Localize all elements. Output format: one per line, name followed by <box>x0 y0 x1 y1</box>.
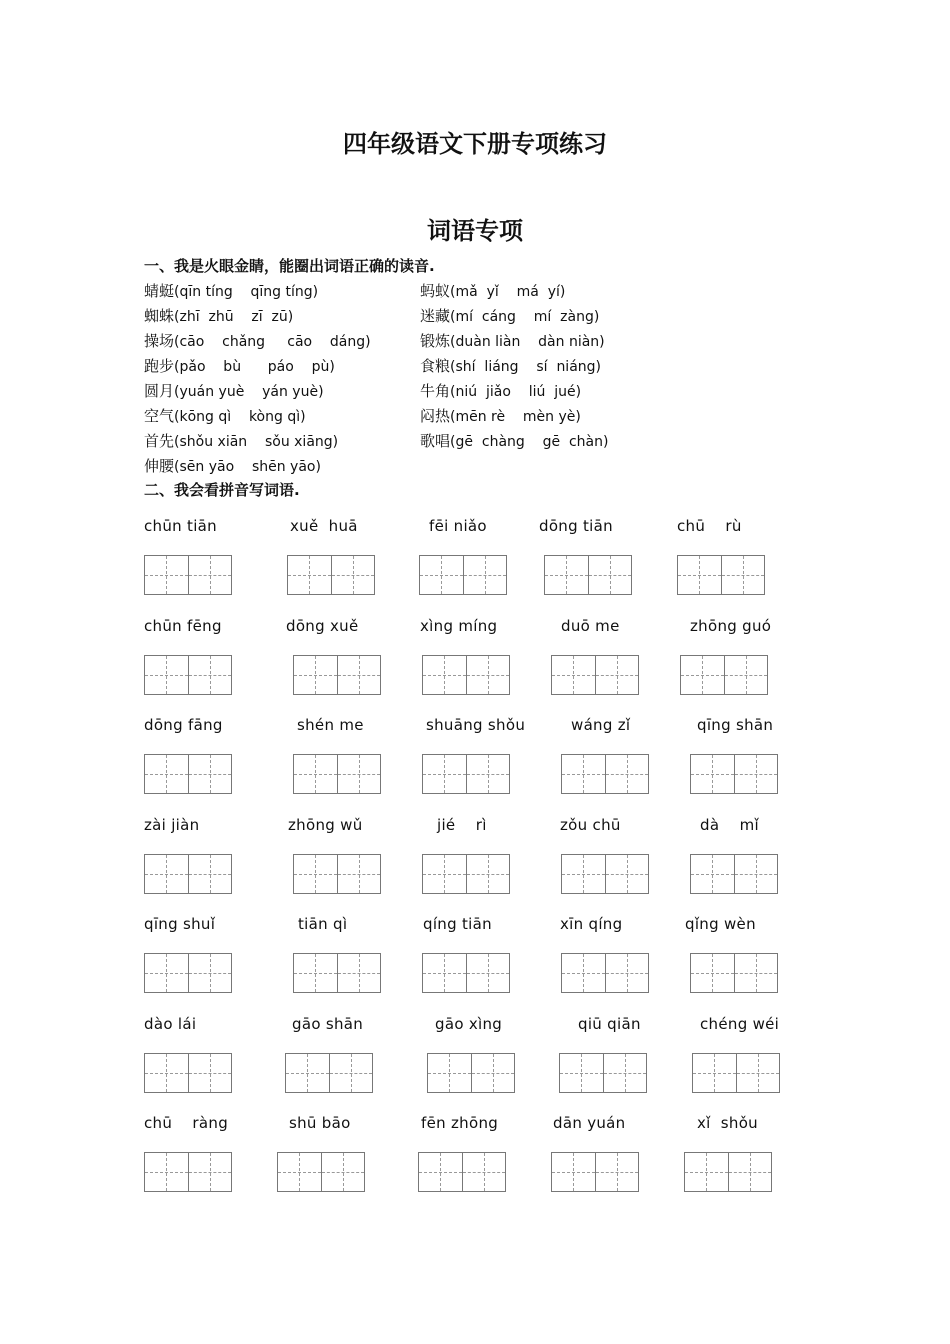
tianzige-box[interactable] <box>337 656 380 694</box>
tianzige-box[interactable] <box>329 1054 372 1092</box>
tianzige-box[interactable] <box>419 1153 462 1191</box>
word: 迷藏 <box>420 307 451 325</box>
pinyin-prompt: gāo shān <box>292 1014 364 1033</box>
word-writing-cell <box>697 714 837 736</box>
tianzige-box[interactable] <box>691 755 734 793</box>
reading-choice-item[interactable] <box>420 330 605 351</box>
tianzige-box[interactable] <box>681 656 724 694</box>
tianzige-box[interactable] <box>734 855 777 893</box>
word-writing-cell <box>423 913 563 935</box>
word-writing-cell <box>144 515 284 537</box>
pinyin-prompt: zhōng guó <box>690 616 772 635</box>
word-writing-cell <box>286 615 426 637</box>
tianzige-box[interactable] <box>145 1054 188 1092</box>
tianzige-box[interactable] <box>423 855 466 893</box>
pinyin-prompt: dà mǐ <box>700 815 759 834</box>
word: 跑步 <box>144 357 175 375</box>
reading-choice-row <box>144 453 664 478</box>
tianzige-boxes[interactable] <box>418 1152 506 1192</box>
word-writing-cell <box>420 615 560 637</box>
reading-choice-item[interactable] <box>144 355 420 376</box>
tianzige-boxes[interactable] <box>293 655 381 695</box>
reading-choice-row <box>144 328 664 353</box>
tianzige-box[interactable] <box>278 1153 321 1191</box>
tianzige-box[interactable] <box>463 556 506 594</box>
tianzige-box[interactable] <box>552 656 595 694</box>
pinyin-prompt: chū ràng <box>144 1114 229 1132</box>
reading-choice-item[interactable] <box>420 380 581 401</box>
tianzige-box[interactable] <box>728 1153 771 1191</box>
tianzige-box[interactable] <box>466 755 509 793</box>
question-1-list <box>144 278 664 478</box>
tianzige-box[interactable] <box>423 755 466 793</box>
reading-choice-row <box>144 403 664 428</box>
pinyin-prompt: xīn qíng <box>560 915 623 933</box>
question-1-heading: 一、我是火眼金睛，能圈出词语正确的读音. <box>144 257 435 275</box>
reading-choice-item[interactable] <box>420 430 608 451</box>
pinyin-prompt: fēi niǎo <box>429 517 487 535</box>
reading-choice-item[interactable] <box>144 330 420 351</box>
tianzige-boxes[interactable] <box>422 655 510 695</box>
tianzige-box[interactable] <box>145 1153 188 1191</box>
tianzige-boxes[interactable] <box>285 1053 373 1093</box>
tianzige-box[interactable] <box>188 556 231 594</box>
tianzige-boxes[interactable] <box>561 854 649 894</box>
tianzige-boxes[interactable] <box>287 555 375 595</box>
word-writing-cell <box>700 814 840 836</box>
tianzige-boxes[interactable] <box>690 854 778 894</box>
pinyin-prompt: duō me <box>561 616 620 635</box>
tianzige-boxes[interactable] <box>144 555 232 595</box>
tianzige-box[interactable] <box>420 556 463 594</box>
pinyin-options[interactable]: (mǎ yǐ má yí) <box>450 284 566 300</box>
word-writing-cell <box>561 615 701 637</box>
tianzige-box[interactable] <box>734 954 777 992</box>
word-writing-cell <box>288 814 428 836</box>
tianzige-box[interactable] <box>471 1054 514 1092</box>
reading-choice-item[interactable] <box>420 355 601 376</box>
word-writing-cell <box>690 615 830 637</box>
pinyin-prompt: qiū qiān <box>578 1014 641 1033</box>
reading-choice-item[interactable] <box>144 455 420 476</box>
tianzige-box[interactable] <box>188 1153 231 1191</box>
pinyin-prompt: dōng tiān <box>539 517 613 535</box>
word-writing-cell <box>697 1112 837 1134</box>
tianzige-box[interactable] <box>605 954 648 992</box>
word: 闷热 <box>420 407 451 425</box>
tianzige-box[interactable] <box>294 656 337 694</box>
pinyin-prompt: dào lái <box>144 1014 197 1033</box>
pinyin-prompt: zǒu chū <box>560 815 621 834</box>
tianzige-box[interactable] <box>337 855 380 893</box>
word-writing-cell <box>685 913 825 935</box>
tianzige-box[interactable] <box>145 656 188 694</box>
tianzige-box[interactable] <box>562 954 605 992</box>
tianzige-boxes[interactable] <box>551 1152 639 1192</box>
word-writing-cell <box>553 1112 693 1134</box>
tianzige-box[interactable] <box>423 656 466 694</box>
tianzige-box[interactable] <box>466 855 509 893</box>
tianzige-box[interactable] <box>595 656 638 694</box>
pinyin-options[interactable]: (niú jiǎo liú jué) <box>450 384 582 400</box>
tianzige-box[interactable] <box>605 855 648 893</box>
word-writing-cell <box>144 1013 284 1035</box>
tianzige-box[interactable] <box>337 954 380 992</box>
pinyin-options[interactable]: (sēn yāo shēn yāo) <box>174 459 321 475</box>
tianzige-boxes[interactable] <box>144 1053 232 1093</box>
reading-choice-row <box>144 278 664 303</box>
pinyin-prompt: qīng shān <box>697 716 774 734</box>
pinyin-prompt: wáng zǐ <box>571 716 631 734</box>
pinyin-options[interactable]: (shǒu xiān sǒu xiāng) <box>174 434 339 450</box>
word-writing-cell <box>426 714 566 736</box>
word: 空气 <box>144 407 175 425</box>
tianzige-box[interactable] <box>145 954 188 992</box>
reading-choice-item[interactable] <box>420 305 599 326</box>
tianzige-boxes[interactable] <box>692 1053 780 1093</box>
reading-choice-item[interactable] <box>144 280 420 301</box>
tianzige-boxes[interactable] <box>144 953 232 993</box>
word-writing-cell <box>700 1013 840 1035</box>
reading-choice-item[interactable] <box>144 405 420 426</box>
reading-choice-item[interactable] <box>144 380 420 401</box>
word: 牛角 <box>420 382 451 400</box>
tianzige-box[interactable] <box>691 954 734 992</box>
section-title: 词语专项 <box>427 217 523 245</box>
word-writing-cell <box>144 615 284 637</box>
tianzige-box[interactable] <box>294 755 337 793</box>
tianzige-box[interactable] <box>423 954 466 992</box>
tianzige-boxes[interactable] <box>551 655 639 695</box>
pinyin-prompt: tiān qì <box>298 915 348 933</box>
pinyin-prompt: qīng shuǐ <box>144 915 216 933</box>
tianzige-boxes[interactable] <box>293 854 381 894</box>
word-writing-cell <box>292 1013 432 1035</box>
pinyin-options[interactable]: (zhī zhū zī zū) <box>174 309 294 325</box>
tianzige-boxes[interactable] <box>293 754 381 794</box>
tianzige-boxes[interactable] <box>559 1053 647 1093</box>
tianzige-box[interactable] <box>466 656 509 694</box>
pinyin-prompt: xǐ shǒu <box>697 1114 758 1132</box>
pinyin-options[interactable]: (qīn tíng qīng tíng) <box>174 284 319 300</box>
pinyin-options[interactable]: (mí cáng mí zàng) <box>450 309 600 325</box>
page-title: 四年级语文下册专项练习 <box>343 130 607 158</box>
word: 圆月 <box>144 382 175 400</box>
tianzige-box[interactable] <box>294 954 337 992</box>
pinyin-prompt: zhōng wǔ <box>288 815 363 834</box>
word-writing-cell <box>578 1013 718 1035</box>
tianzige-box[interactable] <box>552 1153 595 1191</box>
tianzige-box[interactable] <box>562 755 605 793</box>
tianzige-box[interactable] <box>605 755 648 793</box>
pinyin-prompt: xuě huā <box>290 517 358 535</box>
tianzige-box[interactable] <box>691 855 734 893</box>
pinyin-prompt: dōng xuě <box>286 616 359 635</box>
pinyin-prompt: qǐng wèn <box>685 915 756 933</box>
reading-choice-item[interactable] <box>144 305 420 326</box>
tianzige-box[interactable] <box>693 1054 736 1092</box>
word: 操场 <box>144 332 175 350</box>
word: 蜻蜓 <box>144 282 175 300</box>
tianzige-box[interactable] <box>145 556 188 594</box>
pinyin-options[interactable]: (cāo chǎng cāo dáng) <box>174 334 371 350</box>
tianzige-boxes[interactable] <box>277 1152 365 1192</box>
pinyin-options[interactable]: (yuán yuè yán yuè) <box>174 384 324 400</box>
tianzige-boxes[interactable] <box>427 1053 515 1093</box>
word-writing-cell <box>289 1112 429 1134</box>
pinyin-prompt: qíng tiān <box>423 915 492 933</box>
tianzige-box[interactable] <box>188 1054 231 1092</box>
word: 食粮 <box>420 357 451 375</box>
tianzige-boxes[interactable] <box>677 555 765 595</box>
tianzige-box[interactable] <box>721 556 764 594</box>
reading-choice-item[interactable] <box>420 405 581 426</box>
pinyin-prompt: dān yuán <box>553 1114 626 1132</box>
pinyin-prompt: zài jiàn <box>144 815 200 834</box>
pinyin-prompt: shū bāo <box>289 1114 351 1132</box>
pinyin-prompt: jié rì <box>437 815 487 834</box>
pinyin-options[interactable]: (kōng qì kòng qì) <box>174 409 306 425</box>
tianzige-box[interactable] <box>595 1153 638 1191</box>
tianzige-box[interactable] <box>685 1153 728 1191</box>
tianzige-box[interactable] <box>724 656 767 694</box>
tianzige-box[interactable] <box>188 755 231 793</box>
pinyin-prompt: dōng fāng <box>144 716 223 734</box>
pinyin-prompt: gāo xìng <box>435 1014 503 1033</box>
word-writing-cell <box>144 1112 284 1134</box>
word: 蜘蛛 <box>144 307 175 325</box>
pinyin-options[interactable]: (shí liáng sí niáng) <box>450 359 602 375</box>
tianzige-boxes[interactable] <box>144 655 232 695</box>
question-2-heading: 二、我会看拼音写词语. <box>144 481 300 499</box>
word-writing-cell <box>560 814 700 836</box>
tianzige-boxes[interactable] <box>419 555 507 595</box>
tianzige-box[interactable] <box>331 556 374 594</box>
tianzige-boxes[interactable] <box>144 754 232 794</box>
tianzige-boxes[interactable] <box>144 1152 232 1192</box>
tianzige-boxes[interactable] <box>684 1152 772 1192</box>
pinyin-prompt: chūn fēng <box>144 616 222 635</box>
pinyin-options[interactable]: (gē chàng gē chàn) <box>450 434 609 450</box>
tianzige-box[interactable] <box>545 556 588 594</box>
tianzige-box[interactable] <box>188 855 231 893</box>
reading-choice-row <box>144 428 664 453</box>
pinyin-options[interactable]: (duàn liàn dàn niàn) <box>450 334 605 350</box>
word-writing-cell <box>297 714 437 736</box>
tianzige-box[interactable] <box>603 1054 646 1092</box>
word-writing-cell <box>298 913 438 935</box>
tianzige-box[interactable] <box>428 1054 471 1092</box>
tianzige-box[interactable] <box>678 556 721 594</box>
pinyin-options[interactable]: (mēn rè mèn yè) <box>450 409 581 425</box>
tianzige-box[interactable] <box>562 855 605 893</box>
tianzige-boxes[interactable] <box>680 655 768 695</box>
tianzige-box[interactable] <box>188 954 231 992</box>
word-writing-cell <box>144 714 284 736</box>
reading-choice-row <box>144 378 664 403</box>
word-writing-cell <box>437 814 577 836</box>
tianzige-boxes[interactable] <box>422 754 510 794</box>
word: 锻炼 <box>420 332 451 350</box>
tianzige-boxes[interactable] <box>690 953 778 993</box>
pinyin-prompt: xìng míng <box>420 616 498 635</box>
reading-choice-item[interactable] <box>420 280 565 301</box>
tianzige-box[interactable] <box>337 755 380 793</box>
tianzige-box[interactable] <box>188 656 231 694</box>
word-writing-cell <box>144 814 284 836</box>
tianzige-boxes[interactable] <box>690 754 778 794</box>
pinyin-prompt: chūn tiān <box>144 517 217 535</box>
word: 蚂蚁 <box>420 282 451 300</box>
word-writing-cell <box>421 1112 561 1134</box>
word: 伸腰 <box>144 457 175 475</box>
pinyin-options[interactable]: (pǎo bù páo pù) <box>174 359 335 375</box>
word-writing-cell <box>435 1013 575 1035</box>
tianzige-box[interactable] <box>288 556 331 594</box>
tianzige-box[interactable] <box>466 954 509 992</box>
tianzige-boxes[interactable] <box>422 854 510 894</box>
word-writing-cell <box>677 515 817 537</box>
tianzige-boxes[interactable] <box>422 953 510 993</box>
pinyin-prompt: chéng wéi <box>700 1014 780 1033</box>
word-writing-cell <box>290 515 430 537</box>
word-writing-cell <box>539 515 679 537</box>
reading-choice-row <box>144 353 664 378</box>
tianzige-box[interactable] <box>462 1153 505 1191</box>
tianzige-boxes[interactable] <box>544 555 632 595</box>
word-writing-cell <box>144 913 284 935</box>
reading-choice-row <box>144 303 664 328</box>
word-writing-cell <box>571 714 711 736</box>
pinyin-prompt: shén me <box>297 716 364 734</box>
tianzige-box[interactable] <box>734 755 777 793</box>
tianzige-box[interactable] <box>736 1054 779 1092</box>
word: 歌唱 <box>420 432 451 450</box>
tianzige-boxes[interactable] <box>144 854 232 894</box>
tianzige-boxes[interactable] <box>561 953 649 993</box>
pinyin-prompt: chū rù <box>677 517 742 535</box>
tianzige-boxes[interactable] <box>561 754 649 794</box>
tianzige-box[interactable] <box>294 855 337 893</box>
pinyin-prompt: shuāng shǒu <box>426 716 526 734</box>
tianzige-box[interactable] <box>145 855 188 893</box>
pinyin-prompt: fēn zhōng <box>421 1114 499 1132</box>
tianzige-box[interactable] <box>321 1153 364 1191</box>
reading-choice-item[interactable] <box>144 430 420 451</box>
tianzige-box[interactable] <box>560 1054 603 1092</box>
tianzige-boxes[interactable] <box>293 953 381 993</box>
tianzige-box[interactable] <box>286 1054 329 1092</box>
tianzige-box[interactable] <box>145 755 188 793</box>
word-writing-cell <box>560 913 700 935</box>
tianzige-box[interactable] <box>588 556 631 594</box>
word: 首先 <box>144 432 175 450</box>
